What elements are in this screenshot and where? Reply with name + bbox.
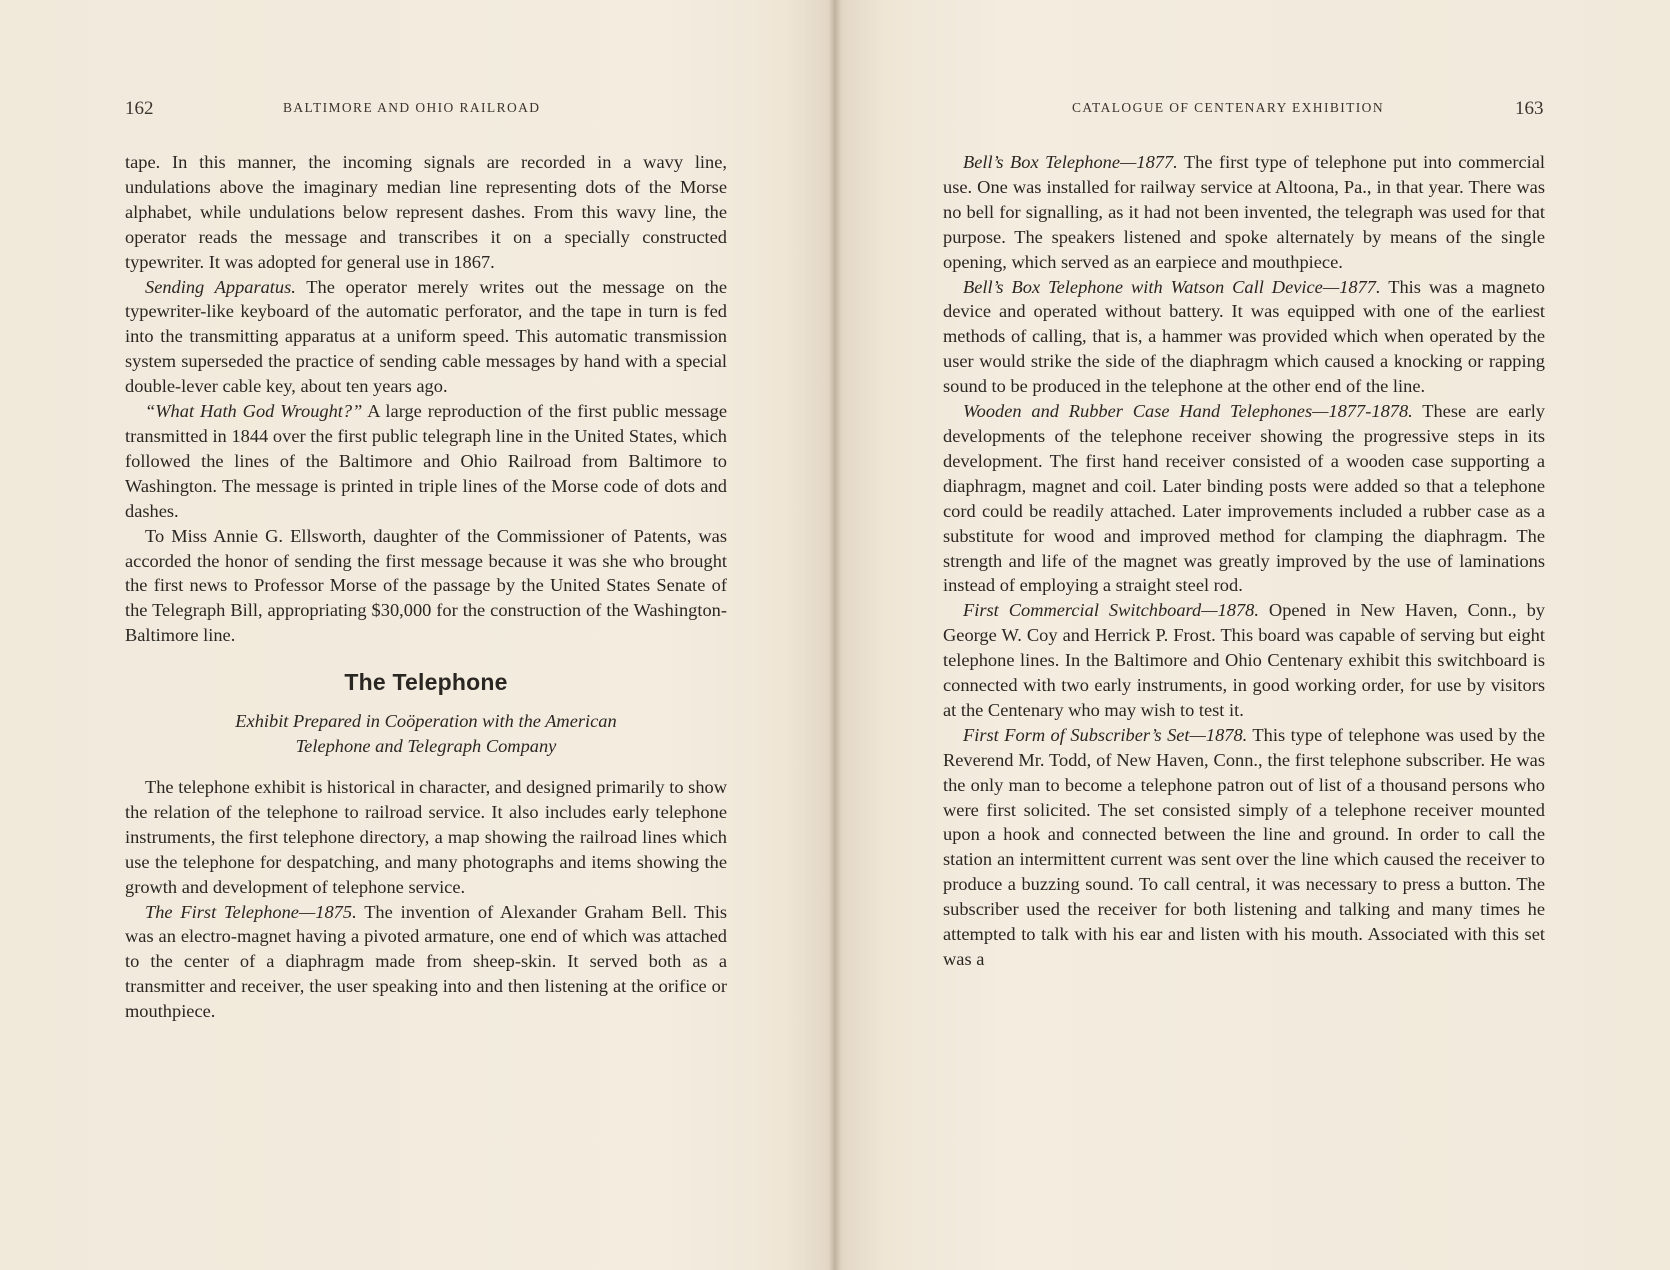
- right-paragraph-3-title: Wooden and Rubber Case Hand Telephones—1877-1878.: [963, 401, 1413, 422]
- right-page: [840, 0, 1670, 1270]
- right-paragraph-3-body: These are early developments of the telephone receiver showing the progressive steps in its development. The first hand receiver consisted of a wooden case supporting a diaphragm, magnet and coil. Later binding posts were added so that a telephone cord could be readily attached. Later improvements included a rubber case as a substitute for wood and improved method for clamping the diaphragm. The strength and life of the magnet was greatly improved by the use of laminations instead of employing a straight steel rod.: [943, 401, 1546, 596]
- left-paragraph-4: To Miss Annie G. Ellsworth, daughter of the Commissioner of Patents, was accorded the honor of sending the first message because it was she who brought the first news to Professor Morse of the passage by the United States Senate of the Telegraph Bill, appropriating $30,000 for the construction of the Washington-Baltimore line.: [125, 525, 727, 646]
- left-paragraph-1: tape. In this manner, the incoming signals are recorded in a wavy line, undulations above the imaginary median line representing dots of the Morse alphabet, while undulations below represent dashes. From this wavy line, the operator reads the message and transcribes it on a specially constructed typewriter. It was adopted for general use in 1867.: [125, 152, 727, 272]
- right-paragraph-2-title: Bell’s Box Telephone with Watson Call Device—1877.: [963, 276, 1381, 297]
- section-subhead: [125, 709, 727, 759]
- left-paragraph-6: [125, 900, 727, 1025]
- left-page: [0, 0, 830, 1270]
- right-paragraph-5-body: This type of telephone was used by the Reverend Mr. Todd, of New Haven, Conn., the first telephone subscriber. He was the only man to become a telephone patron out of list of a thousand persons who were first solicited. The set consisted simply of a telephone receiver mounted upon a hook and connected between the line and ground. In order to call the station an intermittent current was sent over the line which caused the receiver to produce a buzzing sound. To call central, it was necessary to press a button. The subscriber used the receiver for both listening and talking and many times he attempted to talk with his ear and listen with his mouth. Associated with this set was a: [943, 724, 1545, 969]
- left-running-head: BALTIMORE AND OHIO RAILROAD: [283, 100, 541, 115]
- left-paragraph-3: [125, 399, 727, 524]
- right-running-head: CATALOGUE OF CENTENARY EXHIBITION: [1072, 100, 1384, 115]
- right-paragraph-5: [943, 723, 1545, 972]
- left-paragraph-2: [125, 275, 727, 400]
- right-paragraph-4: [943, 598, 1545, 723]
- right-paragraph-2: [943, 275, 1545, 400]
- left-paragraph-2-title: Sending Apparatus.: [145, 276, 296, 297]
- right-paragraph-1-body: The first type of telephone put into commercial use. One was installed for railway service at Altoona, Pa., in that year. There was no bell for signalling, as it had not been invented, the telegraph was used for that purpose. The speakers listened and spoke alternately by means of the single opening, which served as an earpiece and mouthpiece.: [943, 152, 1545, 272]
- right-page-text: [943, 150, 1545, 972]
- subhead-line-1: Exhibit Prepared in Coöperation with the American: [235, 711, 617, 732]
- right-paragraph-4-title: First Commercial Switchboard—1878.: [963, 600, 1259, 621]
- subhead-line-2: Telephone and Telegraph Company: [295, 736, 557, 757]
- left-paragraph-2-body: The operator merely writes out the message on the typewriter-like keyboard of the automatic perforator, and the tape in turn is fed into the transmitting apparatus at a uniform speed. This automatic transmission system superseded the practice of sending cable messages by hand with a special double-lever cable key, about ten years ago.: [125, 276, 727, 397]
- section-title: The Telephone: [344, 669, 508, 696]
- right-paragraph-5-title: First Form of Subscriber’s Set—1878.: [963, 724, 1248, 745]
- right-paragraph-3: [943, 399, 1545, 598]
- right-paragraph-2-body: This was a magneto device and operated without battery. It was equipped with one of the earliest methods of calling, that is, a hammer was provided which when operated by the user would strike the side of the diaphragm which caused a knocking or rapping sound to be produced in the telephone at the other end of the line.: [943, 276, 1545, 397]
- left-paragraph-6-title: The First Telephone—1875.: [145, 901, 357, 922]
- right-paragraph-1: [943, 150, 1545, 275]
- left-page-number: 162: [125, 98, 154, 119]
- left-paragraph-3-body: A large reproduction of the first public message transmitted in 1844 over the first public telegraph line in the United States, which followed the lines of the Baltimore and Ohio Railroad from Baltimore to Washington. The message is printed in triple lines of the Morse code of dots and dashes.: [125, 401, 727, 521]
- left-paragraph-6-body: The invention of Alexander Graham Bell. This was an electro-magnet having a pivoted armature, one end of which was attached to the center of a diaphragm made from sheep-skin. It served both as a transmitter and receiver, the user speaking into and then listening at the orifice or mouthpiece.: [125, 901, 727, 1022]
- left-paragraph-5: The telephone exhibit is historical in character, and designed primarily to show the relation of the telephone to railroad service. It also includes early telephone instruments, the first telephone directory, a map showing the railroad lines which use the telephone for despatching, and many photographs and items showing the growth and development of telephone service.: [125, 777, 727, 897]
- right-page-number: 163: [1515, 98, 1544, 119]
- right-paragraph-4-body: Opened in New Haven, Conn., by George W. Coy and Herrick P. Frost. This board was capable of serving but eight telephone lines. In the Baltimore and Ohio Centenary exhibit this switchboard is connected with two early instruments, in good working order, for use by visitors at the Centenary who may wish to test it.: [943, 600, 1546, 720]
- right-paragraph-1-title: Bell’s Box Telephone—1877.: [963, 152, 1178, 172]
- left-paragraph-3-title: “What Hath God Wrought?”: [145, 401, 363, 422]
- left-page-text: [125, 150, 727, 1024]
